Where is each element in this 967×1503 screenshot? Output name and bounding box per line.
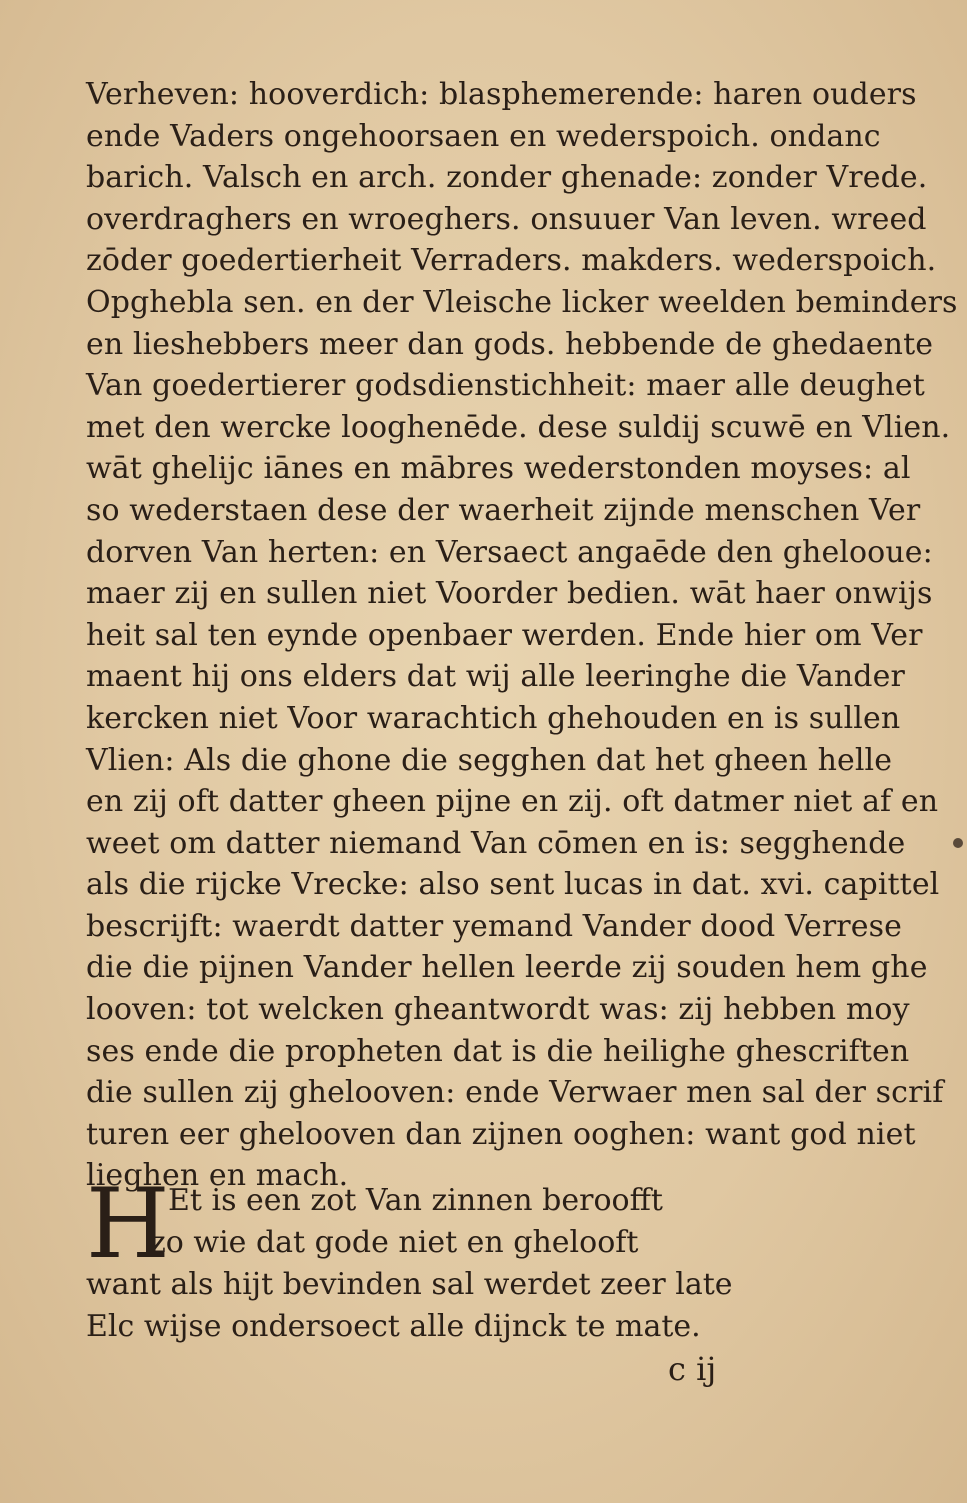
text-line: looven: tot welcken gheantwordt was: zij hebben moy xyxy=(86,992,910,1028)
verse-line: zo wie dat gode niet en ghelooft xyxy=(150,1225,639,1260)
text-line: Verheven: hooverdich: blasphemerende: haren ouders xyxy=(86,77,917,112)
text-line: so wederstaen dese der waerheit zijnde menschen Ver xyxy=(86,492,921,528)
page-edge-mark xyxy=(953,838,963,848)
text-line: lieghen en mach. xyxy=(86,1158,349,1194)
text-line: weet om datter niemand Van cōmen en is: segghende xyxy=(86,825,906,861)
text-line: barich. Valsch en arch. zonder ghenade: zonder Vrede. xyxy=(86,160,928,196)
text-line: heit sal ten eynde openbaer werden. Ende hier om Ver xyxy=(86,617,923,653)
text-line: die die pijnen Vander hellen leerde zij souden hem ghe xyxy=(86,950,928,986)
text-line: dorven Van herten: en Versaect angaēde den ghelooue: xyxy=(86,534,933,570)
text-line: die sullen zij ghelooven: ende Verwaer men sal der scrif xyxy=(86,1075,944,1111)
text-line: ende Vaders ongehoorsaen en wederspoich. ondanc xyxy=(86,118,881,154)
text-line: maent hij ons elders dat wij alle leeringhe die Vander xyxy=(86,659,905,695)
text-line: Opghebla sen. en der Vleische licker weelden beminders xyxy=(86,284,958,320)
text-line: wāt ghelijc iānes en mābres wederstonden moyses: al xyxy=(86,451,911,487)
text-line: Vlien: Als die ghone die segghen dat het gheen helle xyxy=(86,742,893,778)
verse-line: Et is een zot Van zinnen beroofft xyxy=(168,1183,663,1218)
text-line: Van goedertierer godsdienstichheit: maer alle deughet xyxy=(86,368,925,404)
text-line: maer zij en sullen niet Voorder bedien. wāt haer onwijs xyxy=(86,576,933,612)
signature-mark: c ij xyxy=(668,1350,717,1388)
text-line: bescrijft: waerdt datter yemand Vander dood Verrese xyxy=(86,908,902,944)
text-line: zōder goedertierheit Verraders. makders. wederspoich. xyxy=(86,243,937,279)
text-line: ses ende die propheten dat is die heilighe ghescriften xyxy=(86,1033,910,1069)
verse-line: Elc wijse ondersoect alle dijnck te mate. xyxy=(86,1309,701,1344)
text-line: en zij oft datter gheen pijne en zij. oft datmer niet af en xyxy=(86,784,939,820)
body-text xyxy=(86,74,958,1197)
drop-cap: H xyxy=(86,1168,170,1280)
text-line: kercken niet Voor warachtich ghehouden en is sullen xyxy=(86,700,901,736)
text-line: en lieshebbers meer dan gods. hebbende de ghedaente xyxy=(86,326,934,362)
text-line: als die rijcke Vrecke: also sent lucas in dat. xvi. capittel xyxy=(86,867,940,903)
text-line: overdraghers en wroeghers. onsuuer Van leven. wreed xyxy=(86,201,927,237)
text-line: met den wercke looghenēde. dese suldij scuwē en Vlien. xyxy=(86,409,951,445)
verse-line: want als hijt bevinden sal werdet zeer late xyxy=(86,1267,733,1302)
text-line: turen eer ghelooven dan zijnen ooghen: want god niet xyxy=(86,1116,916,1152)
